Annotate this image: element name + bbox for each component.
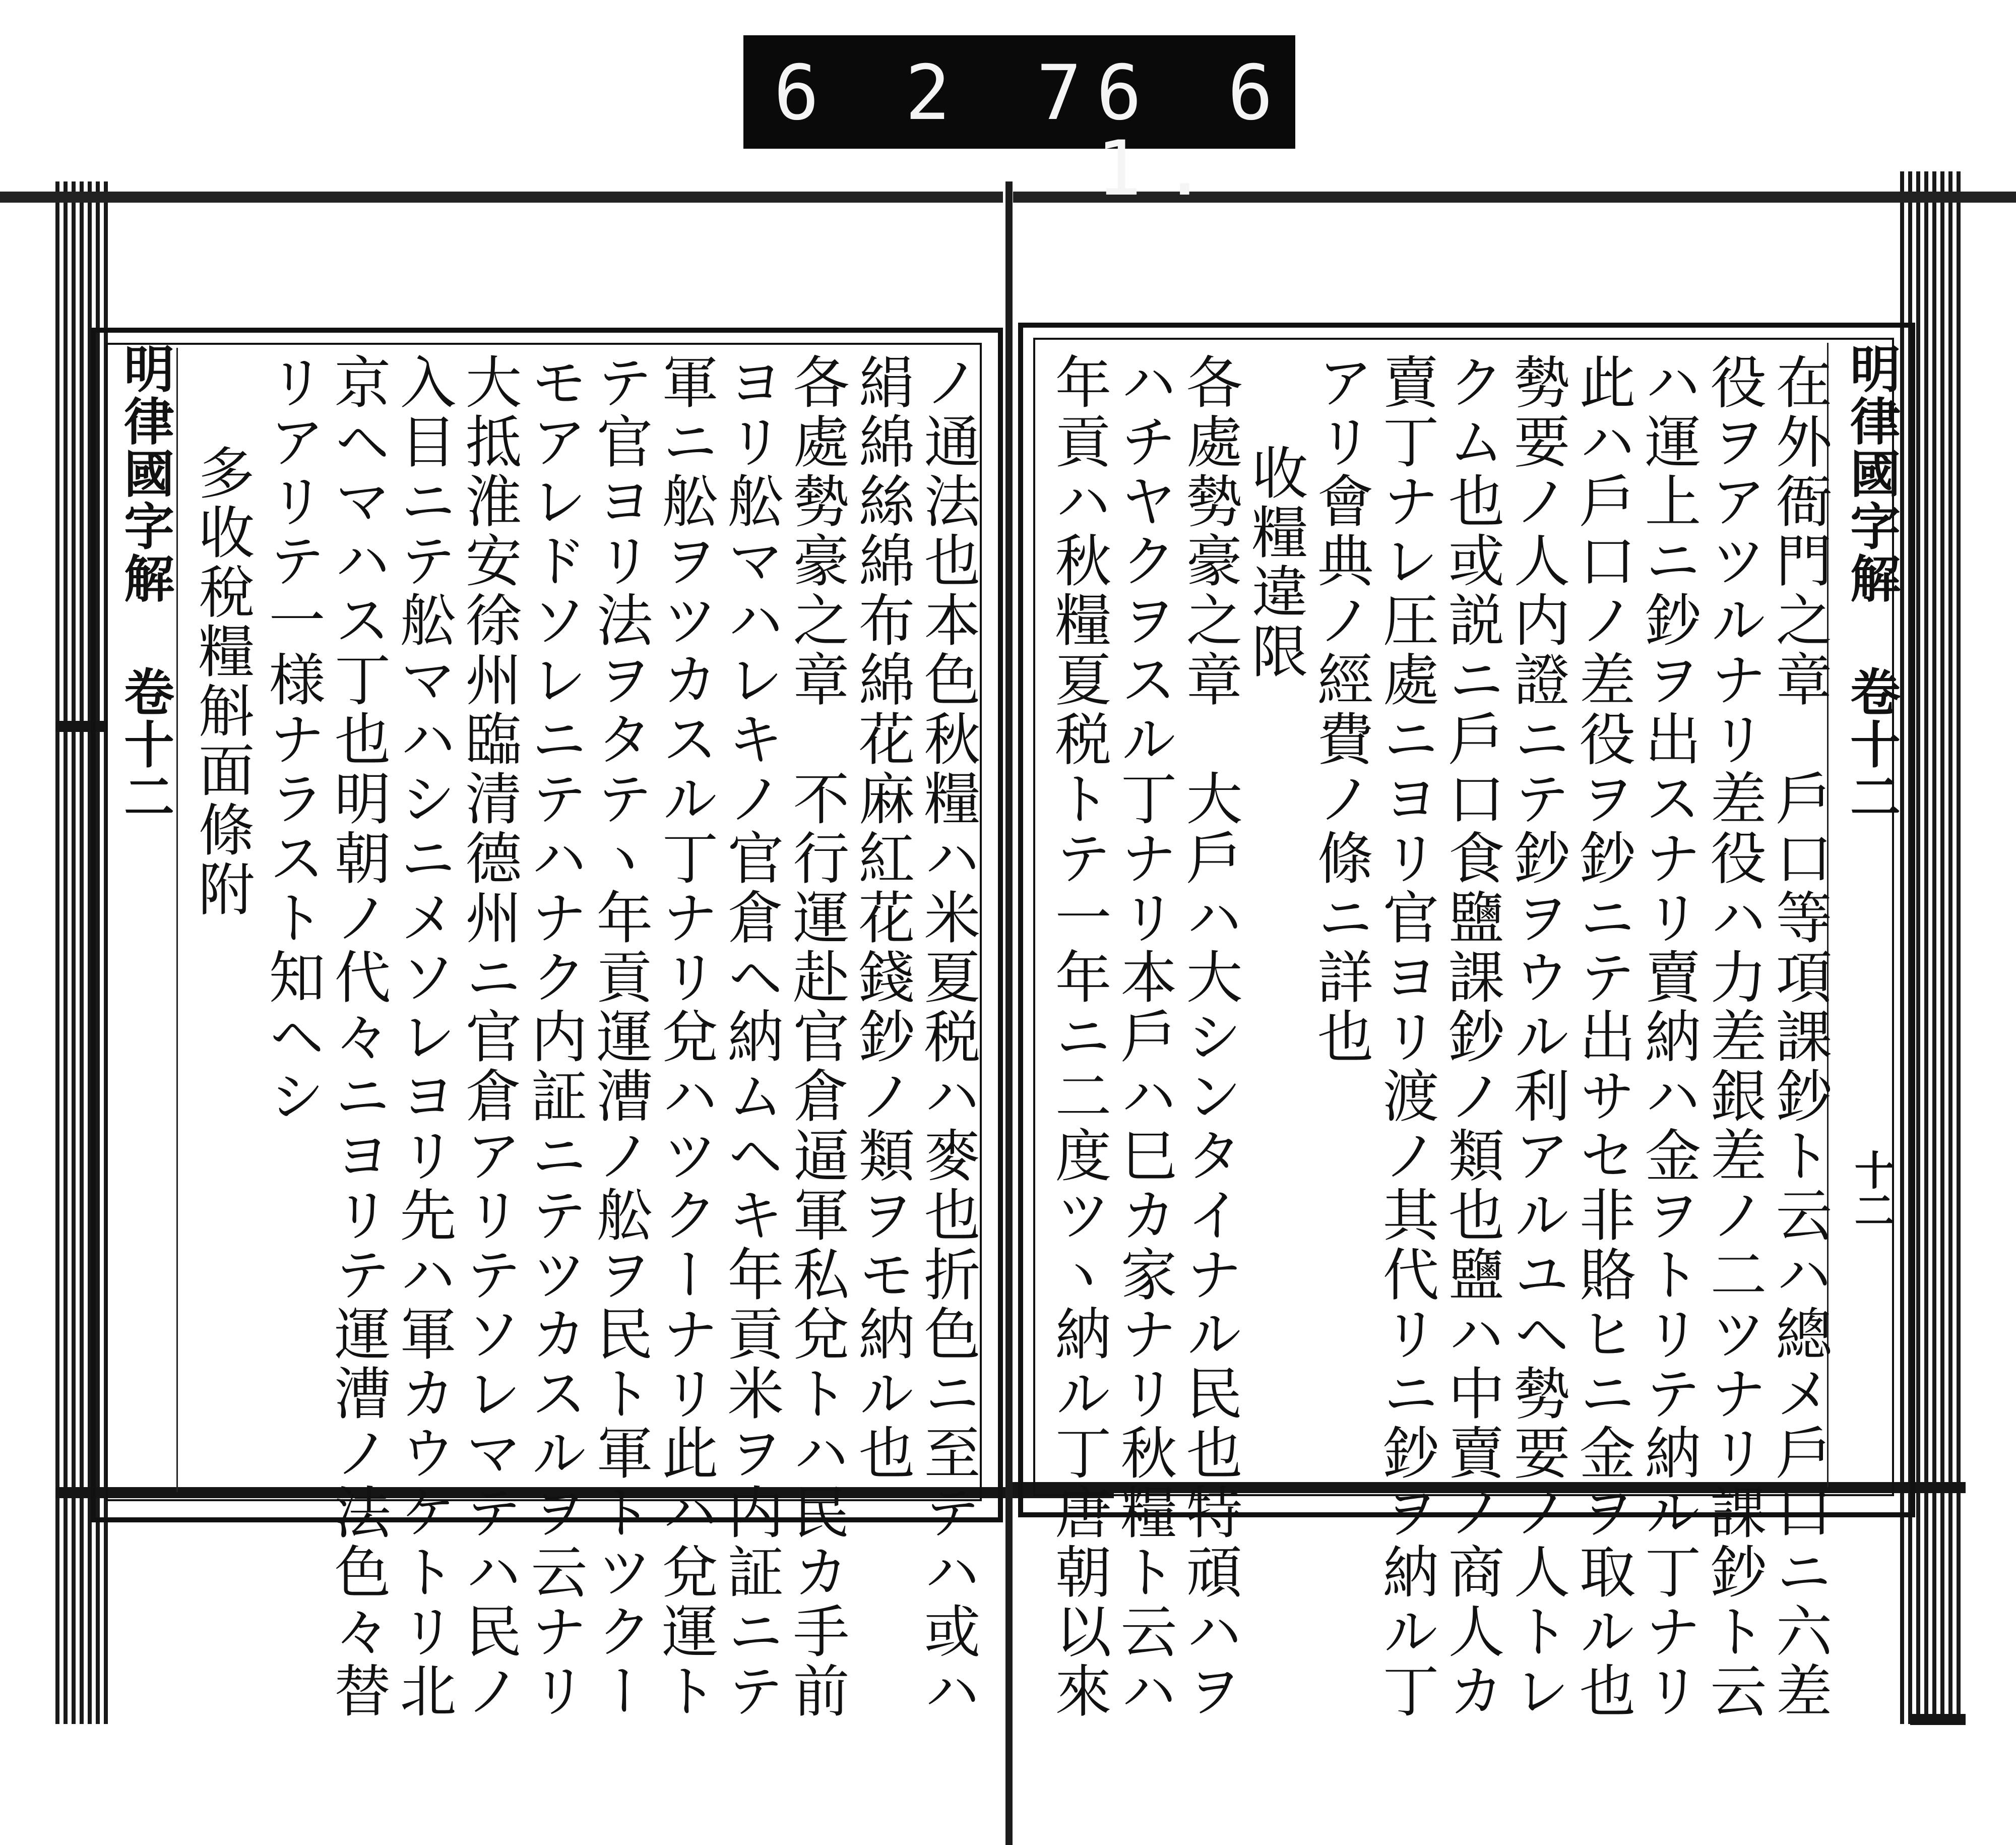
right-running-head: 明律國字解 卷十二 bbox=[1842, 343, 1901, 823]
left-section-heading: 多收稅糧斛面條附 bbox=[189, 444, 255, 919]
left-text-column-3: 各處勢豪之章 不行運赴官倉逼軍私兌トハ民カ手前 bbox=[784, 353, 849, 1721]
right-text-column-10: 各處勢豪之章 大戶ハ大シンタイナル民也特頑ハヲ bbox=[1177, 353, 1242, 1721]
page-folio: 十二 bbox=[1848, 1149, 1895, 1230]
right-text-column-5: 勢要ノ人内證ニテ鈔ヲウル利アルユヘ勢要ノ人トレ bbox=[1504, 353, 1570, 1721]
right-text-column-2: 役ヲアツルナリ差役ハ力差銀差ノ二ツナリ課鈔ト云 bbox=[1701, 353, 1767, 1721]
frame-number-right: 6 6 1. bbox=[1096, 49, 1293, 213]
right-text-column-8: アリ會典ノ經費ノ條ニ詳也 bbox=[1308, 353, 1373, 1067]
right-text-column-1: 在外衙門之章 戶口等項課鈔ト云ハ總メ戶口ニ六差 bbox=[1767, 353, 1832, 1721]
right-text-column-6: クム也或説ニ戶口食鹽課鈔ノ類也鹽ハ中賣ノ商人カ bbox=[1439, 353, 1504, 1721]
left-text-column-11: リアリテ一様ナラスト知ヘシ bbox=[260, 353, 325, 1126]
film-frame-label bbox=[743, 35, 1295, 213]
right-section-heading: 收糧違限 bbox=[1242, 444, 1308, 682]
spine-gutter bbox=[1005, 181, 1013, 1845]
right-text-column-7: 賣丁ナレ圧處ニヨリ官ヨリ渡ノ其代リニ鈔ヲ納ル丁 bbox=[1373, 353, 1439, 1721]
left-running-head: 明律國字解 卷十二 bbox=[115, 343, 174, 823]
frame-number-left: 6 2 7 bbox=[774, 49, 1102, 137]
column-rule bbox=[176, 348, 178, 1492]
left-text-column-4: ヨリ舩マハレキノ官倉ヘ納ムヘキ年貢米ヲ内証ニテ bbox=[718, 353, 784, 1721]
left-text-column-9: 入目ニテ舩マハシニメソレヨリ先ハ軍カウケトリ北 bbox=[391, 353, 456, 1721]
left-text-column-6: テ官ヨリ法ヲタテヽ年貢運漕ノ舩ヲ民ト軍トツクー bbox=[587, 353, 653, 1721]
right-text-column-11: ハチヤクヲスル丁ナリ本戶ハ巳カ家ナリ秋糧ト云ハ bbox=[1111, 353, 1177, 1721]
left-text-column-1: ノ通法也本色秋糧ハ米夏税ハ麥也折色ニ至テハ或ハ bbox=[915, 353, 980, 1721]
top-rule-left bbox=[0, 192, 1003, 203]
binding-band bbox=[1910, 1714, 1966, 1725]
left-text-column-7: モアレドソレニテハナク内証ニテツカスルヲ云ナリ bbox=[522, 353, 587, 1721]
left-text-column-5: 軍ニ舩ヲツカスル丁ナリ兌ハツクーナリ此ハ兌運ト bbox=[653, 353, 718, 1721]
right-text-column-3: ハ運上ニ鈔ヲ出スナリ賣納ハ金ヲトリテ納ル丁ナリ bbox=[1635, 353, 1701, 1721]
left-text-column-10: 京ヘマハス丁也明朝ノ代々ニヨリテ運漕ノ法色々替 bbox=[325, 353, 391, 1721]
right-text-column-12: 年貢ハ秋糧夏税トテ一年ニ二度ツヽ納ル丁唐朝以來 bbox=[1046, 353, 1111, 1721]
left-text-column-8: 大抵淮安徐州臨清德州ニ官倉アリテソレマテハ民ノ bbox=[456, 353, 522, 1721]
right-text-column-4: 此ハ戶口ノ差役ヲ鈔ニテ出サセ非賂ヒニ金ヲ取ル也 bbox=[1570, 353, 1635, 1721]
left-text-column-2: 絹綿絲綿布綿花麻紅花錢鈔ノ類ヲモ納ル也 bbox=[849, 353, 915, 1483]
